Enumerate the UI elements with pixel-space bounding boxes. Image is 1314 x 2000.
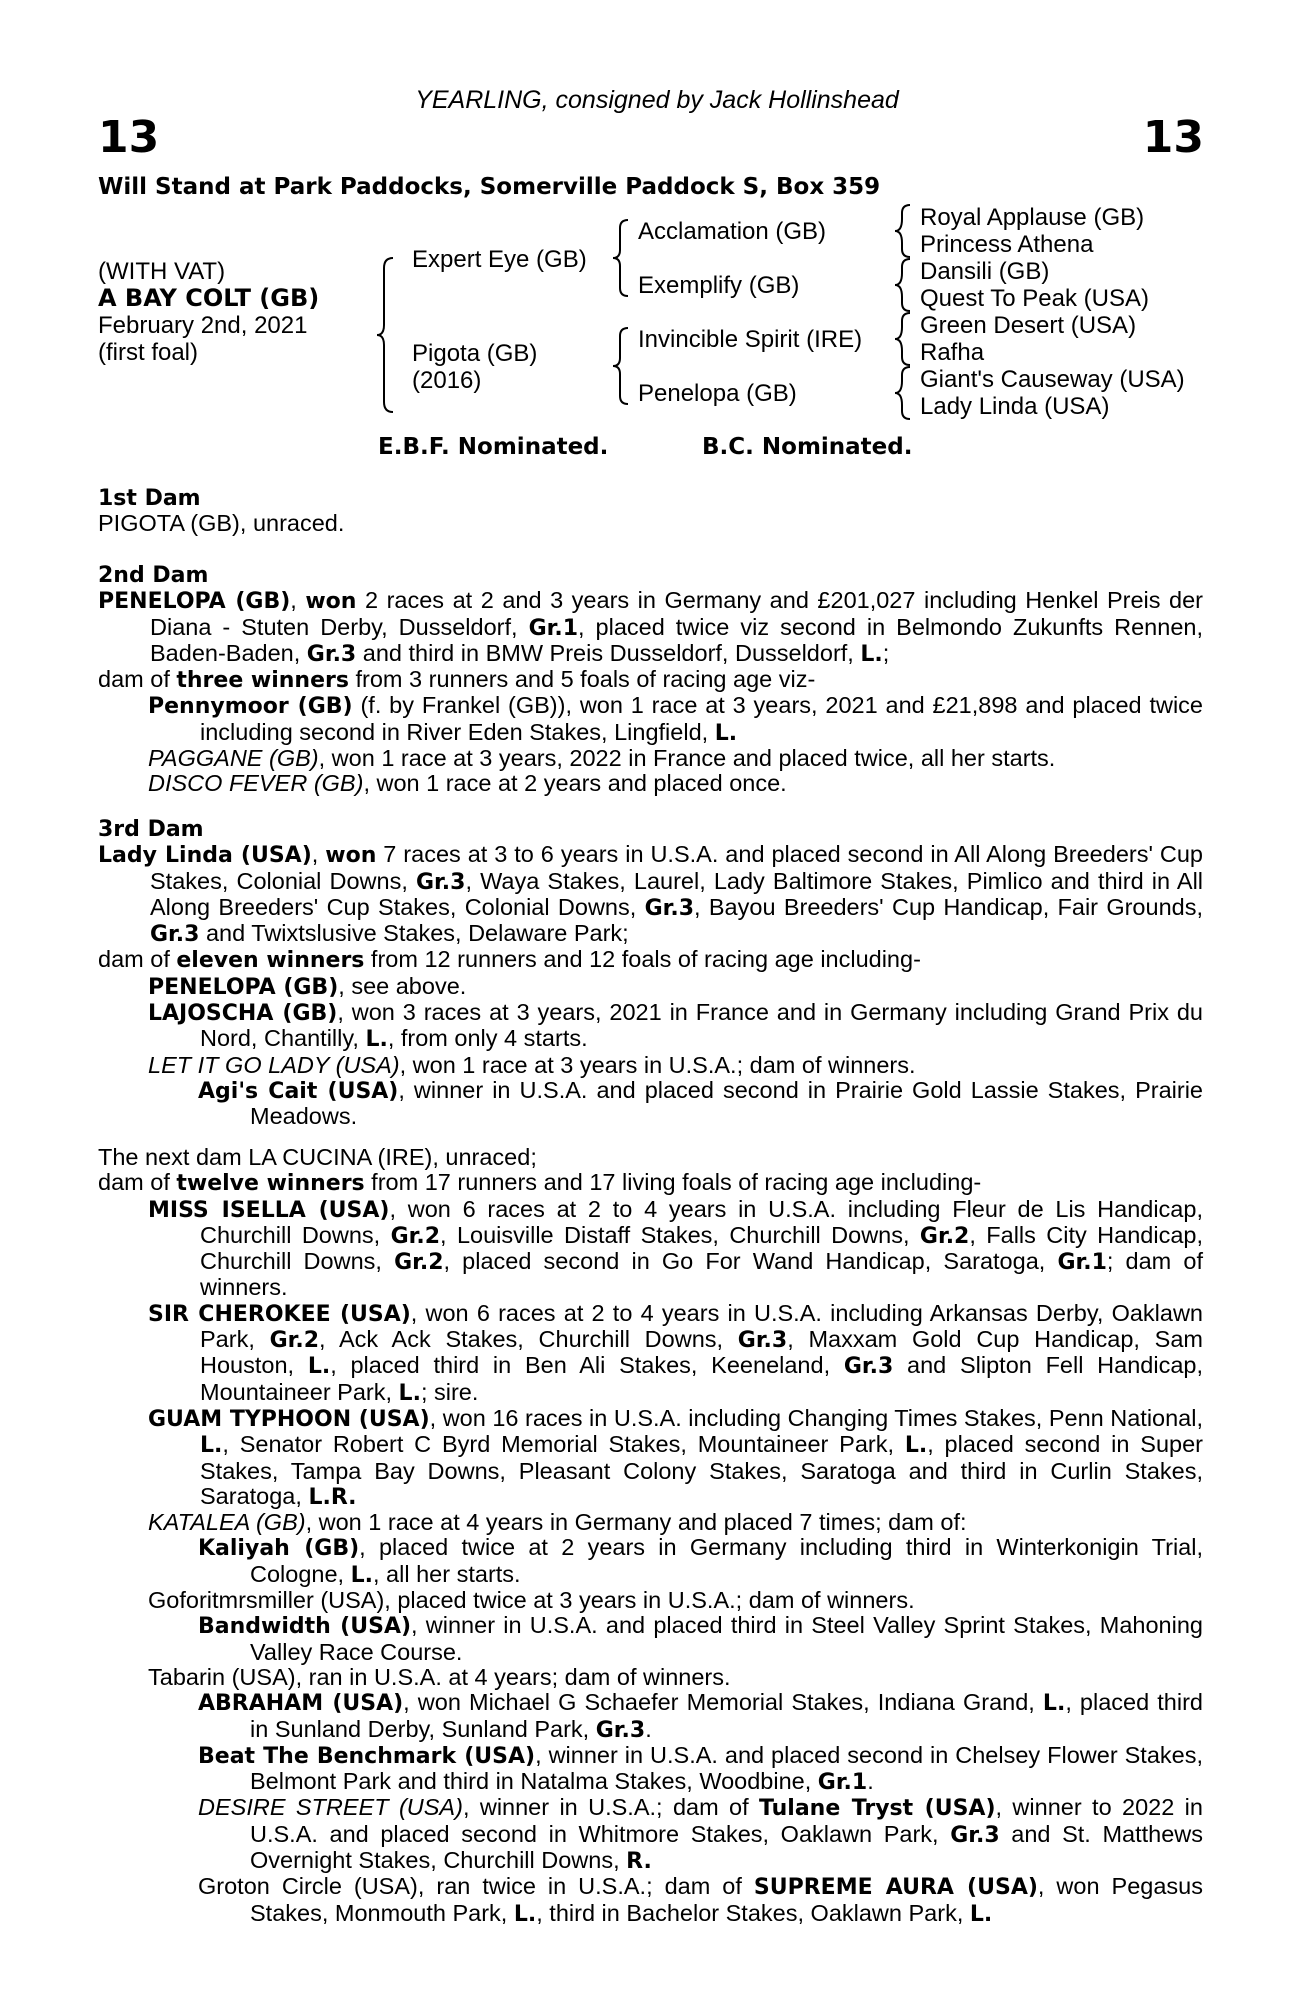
pedigree-g7: Giant's Causeway (USA) [920, 366, 1185, 393]
horse-name: ABRAHAM (USA) [198, 1691, 404, 1717]
pedigree-g4: Quest To Peak (USA) [920, 285, 1149, 312]
horse-name: PENELOPA (GB) [148, 974, 339, 1000]
foal-dob: February 2nd, 2021 [98, 312, 308, 339]
horse-name: LET IT GO LADY (USA) [148, 1051, 400, 1078]
produce-entry: SIR CHEROKEE (USA), won 6 races at 2 to 4 years in U.S.A. including Arkansas Derby, Oaklawn Park, Gr.2, Ack Ack Stakes, Churchill Downs, Gr.3, Maxxam Gold Cup Handicap, Sam Houston, L., placed third in Ben Ali Stakes, Keeneland, Gr.3 and Slipton Fell Handicap, Mountaineer Park, L.; sire. [148, 1299, 1203, 1406]
produce-entry: Groton Circle (USA), ran twice in U.S.A.; dam of SUPREME AURA (USA), won Pegasus Stakes, Monmouth Park, L., third in Bachelor Stakes, Oaklawn Park, L. [198, 1873, 1203, 1927]
produce-entry: Goforitmrsmiller (USA), placed twice at 3 years in U.S.A.; dam of winners. [148, 1587, 915, 1614]
first-dam-heading: 1st Dam [98, 486, 201, 511]
produce-entry: LAJOSCHA (GB), won 3 races at 3 years, 2021 in France and in Germany including Grand Prix du Nord, Chantilly, L., from only 4 starts. [148, 999, 1203, 1053]
second-dam-entry: PENELOPA (GB), won 2 races at 2 and 3 years in Germany and £201,027 including Henkel Preis der Diana - Stuten Derby, Dusseldorf, Gr.1, placed twice viz second in Belmondo Zukunfts Rennen, Baden-Baden, Gr.3 and third in BMW Preis Dusseldorf, Dusseldorf, L.; [98, 587, 1204, 667]
pedigree-g1: Royal Applause (GB) [920, 204, 1145, 231]
grade-badge: Gr.3 [306, 641, 357, 667]
pedigree-g8: Lady Linda (USA) [920, 393, 1110, 420]
bc-nominated: B.C. Nominated. [702, 434, 913, 460]
lot-number-right: 13 [1142, 112, 1204, 163]
horse-name: DESIRE STREET (USA) [198, 1794, 463, 1821]
horse-name: KATALEA (GB) [148, 1509, 306, 1536]
pedigree-dam-sire: Invincible Spirit (IRE) [638, 326, 863, 353]
stand-location: Will Stand at Park Paddocks, Somerville Paddock S, Box 359 [98, 174, 881, 200]
third-dam-produce-summary: dam of eleven winners from 12 runners and 12 foals of racing age including- [98, 946, 921, 974]
third-dam-entry: Lady Linda (USA), won 7 races at 3 to 6 years in U.S.A. and placed second in All Along Breeders' Cup Stakes, Colonial Downs, Gr.3, Waya Stakes, Laurel, Lady Baltimore Stakes, Pimlico and third in All Along Breeders' Cup Stakes, Colonial Downs, Gr.3, Bayou Breeders' Cup Handicap, Fair Grounds, Gr.3 and Twixtslusive Stakes, Delaware Park; [98, 841, 1204, 948]
pedigree-sire: Expert Eye (GB) [412, 246, 587, 273]
horse-name: LAJOSCHA (GB) [148, 1001, 338, 1027]
second-dam-produce-summary: dam of three winners from 3 runners and 5 foals of racing age viz- [98, 666, 816, 694]
vat-note: (WITH VAT) [98, 258, 226, 285]
next-dam-intro: The next dam LA CUCINA (IRE), unraced; [98, 1144, 537, 1170]
first-dam-section [98, 486, 1203, 537]
pedigree-g2: Princess Athena [920, 231, 1094, 258]
produce-entry: DISCO FEVER (GB), won 1 race at 2 years and placed once. [148, 770, 787, 797]
second-dam-section [98, 563, 1203, 797]
lot-number-left: 13 [98, 112, 160, 163]
listed-badge: L. [714, 720, 738, 746]
produce-entry: Kaliyah (GB), placed twice at 2 years in Germany including third in Winterkonigin Trial, Cologne, L., all her starts. [198, 1534, 1203, 1588]
pedigree-dam-year: (2016) [412, 367, 482, 394]
pedigree-sire-dam: Exemplify (GB) [638, 272, 800, 299]
next-dam-produce-summary: dam of twelve winners from 17 runners and 17 living foals of racing age including- [98, 1169, 982, 1197]
horse-name: Agi's Cait (USA) [198, 1078, 399, 1104]
ebf-nominated: E.B.F. Nominated. [378, 434, 609, 460]
produce-entry: Beat The Benchmark (USA), winner in U.S.A. and placed second in Chelsey Flower Stakes, Belmont Park and third in Natalma Stakes, Woodbine, Gr.1. [198, 1741, 1203, 1796]
produce-entry: DESIRE STREET (USA), winner in U.S.A.; dam of Tulane Tryst (USA), winner to 2022 in U.S.A. and placed second in Whitmore Stakes, Oaklawn Park, Gr.3 and St. Matthews Overnight Stakes, Churchill Downs, R. [198, 1794, 1204, 1875]
third-dam-heading: 3rd Dam [98, 817, 204, 842]
produce-entry: GUAM TYPHOON (USA), won 16 races in U.S.A. including Changing Times Stakes, Penn National, L., Senator Robert C Byrd Memorial Stakes, Mountaineer Park, L., placed second in Super Stakes, Tampa Bay Downs, Pleasant Colony Stakes, Saratoga and third in Curlin Stakes, Saratoga, L.R. [148, 1404, 1204, 1510]
produce-entry: Pennymoor (GB) (f. by Frankel (GB)), won 1 race at 3 years, 2021 and £21,898 and placed twice including second in River Eden Stakes, Lingfield, L. [148, 692, 1203, 746]
horse-name: GUAM TYPHOON (USA) [148, 1406, 430, 1432]
next-dam-section [98, 1145, 1203, 1927]
pedigree-sire-sire: Acclamation (GB) [638, 218, 827, 245]
pedigree-g3: Dansili (GB) [920, 258, 1050, 285]
produce-entry: PAGGANE (GB), won 1 race at 3 years, 2022 in France and placed twice, all her starts. [148, 745, 1056, 772]
second-dam-heading: 2nd Dam [98, 563, 209, 588]
horse-name: Lady Linda (USA) [98, 843, 312, 869]
listed-badge: L. [860, 641, 883, 667]
produce-entry: LET IT GO LADY (USA), won 1 race at 3 years in U.S.A.; dam of winners. [148, 1051, 916, 1078]
horse-name: PENELOPA (GB) [98, 589, 291, 615]
horse-name: MISS ISELLA (USA) [148, 1197, 390, 1223]
third-dam-section [98, 817, 1203, 1130]
produce-entry: Tabarin (USA), ran in U.S.A. at 4 years; dam of winners. [148, 1663, 731, 1690]
foal-name: A BAY COLT (GB) [98, 284, 320, 312]
pedigree-g6: Rafha [920, 339, 985, 366]
horse-name: SUPREME AURA (USA) [753, 1875, 1038, 1901]
produce-entry: Bandwidth (USA), winner in U.S.A. and placed third in Steel Valley Sprint Stakes, Mahoning Valley Race Course. [198, 1612, 1203, 1665]
horse-name: SIR CHEROKEE (USA) [148, 1301, 411, 1327]
pedigree-dam: Pigota (GB) [412, 340, 538, 367]
grade-badge: Gr.1 [528, 615, 578, 641]
produce-entry: ABRAHAM (USA), won Michael G Schaefer Memorial Stakes, Indiana Grand, L., placed third in Sunland Derby, Sunland Park, Gr.3. [198, 1689, 1203, 1743]
first-dam-text: PIGOTA (GB), unraced. [98, 510, 345, 537]
horse-name: DISCO FEVER (GB) [148, 770, 364, 797]
horse-name: Pennymoor (GB) [148, 694, 353, 720]
produce-entry: KATALEA (GB), won 1 race at 4 years in Germany and placed 7 times; dam of: [148, 1509, 967, 1536]
foal-note: (first foal) [98, 339, 199, 366]
horse-name: PAGGANE (GB) [148, 745, 319, 772]
produce-entry: PENELOPA (GB), see above. [148, 972, 467, 1000]
horse-name: Kaliyah (GB) [198, 1536, 360, 1562]
consignment-line: YEARLING, consigned by Jack Hollinshead [415, 86, 899, 114]
pedigree-g5: Green Desert (USA) [920, 312, 1137, 339]
horse-name: Bandwidth (USA) [198, 1614, 412, 1640]
pedigree-dam-dam: Penelopa (GB) [638, 380, 797, 407]
produce-entry: MISS ISELLA (USA), won 6 races at 2 to 4 years in U.S.A. including Fleur de Lis Handicap, Churchill Downs, Gr.2, Louisville Distaff Stakes, Churchill Downs, Gr.2, Falls City Handicap, Churchill Downs, Gr.2, placed second in Go For Wand Handicap, Saratoga, Gr.1; dam of winners. [148, 1195, 1203, 1301]
horse-name: Beat The Benchmark (USA) [198, 1743, 536, 1769]
produce-entry: Agi's Cait (USA), winner in U.S.A. and placed second in Prairie Gold Lassie Stakes, Prairie Meadows. [198, 1076, 1203, 1130]
